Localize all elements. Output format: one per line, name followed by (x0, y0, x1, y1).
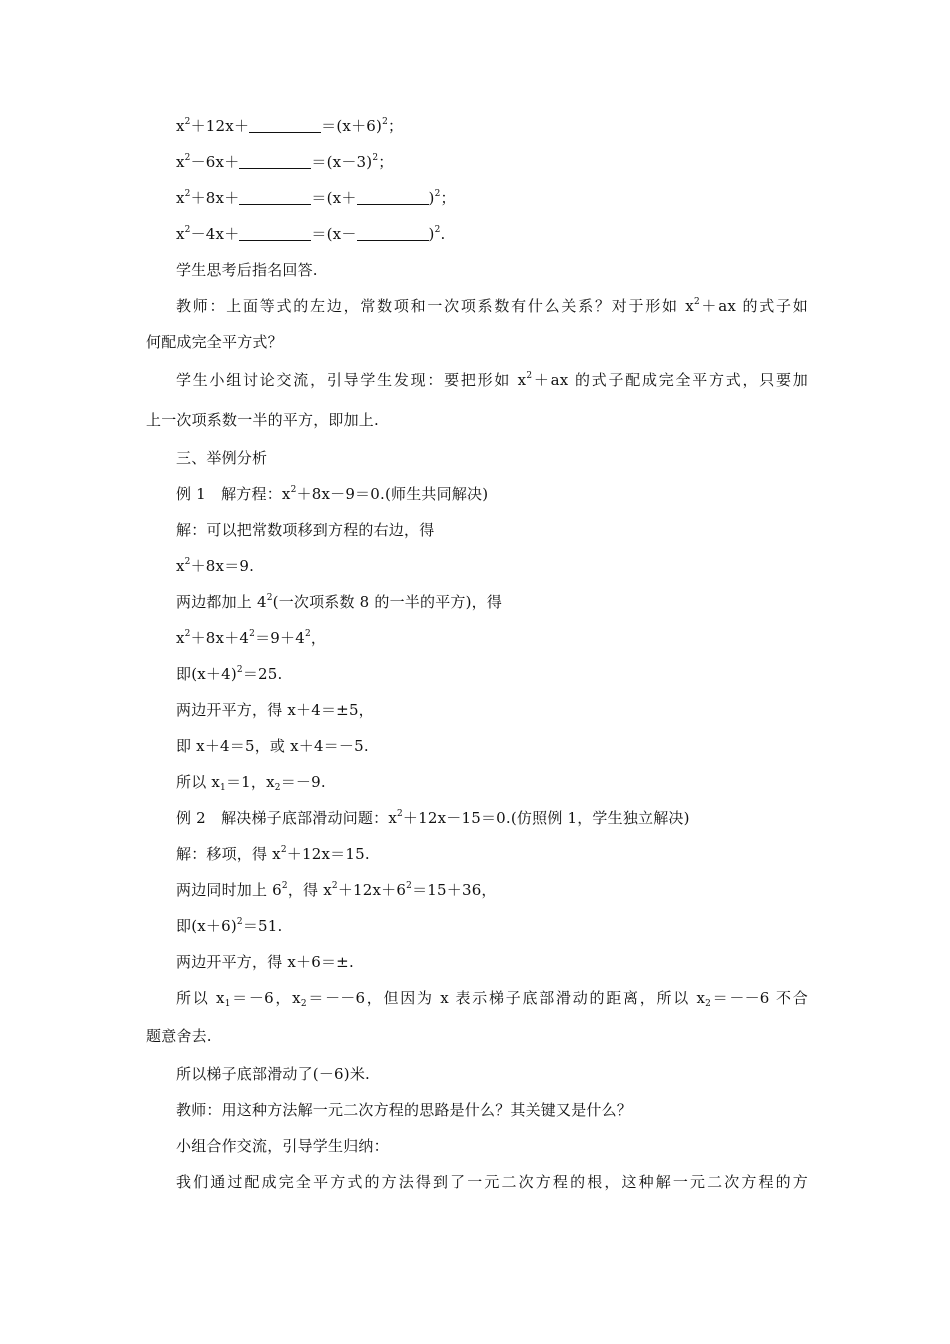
text-run: 教师：用这种方法解一元二次方程的思路是什么？其关键又是什么？ (176, 1101, 633, 1119)
text-line (176, 556, 254, 576)
superscript: 2 (406, 881, 413, 891)
text-line (146, 1026, 212, 1046)
text-line (176, 664, 283, 684)
text-run: 上一次项系数一半的平方，即加上. (146, 411, 379, 429)
text-run: 两边都加上 4 (176, 593, 267, 611)
superscript: 2 (434, 225, 441, 235)
superscript: 2 (184, 557, 191, 567)
text-run: ＝1，x (225, 773, 275, 791)
text-run: 题意舍去. (146, 1027, 212, 1045)
text-run: 教师：上面等式的左边，常数项和一次项系数有什么关系？对于形如 x (176, 297, 694, 315)
text-line (176, 1136, 389, 1156)
text-run: ＝15＋36， (412, 881, 497, 899)
text-run: ； (388, 117, 404, 135)
text-run: ＋12x－15＝0.(仿照例 1，学生独立解决) (402, 809, 690, 827)
text-line (176, 1100, 632, 1120)
superscript: 2 (184, 629, 191, 639)
text-run: . (440, 225, 446, 243)
text-line (176, 520, 434, 540)
superscript: 2 (693, 297, 700, 307)
text-line (176, 448, 267, 468)
subscript: 2 (705, 999, 712, 1009)
text-run: 即(x＋6) (176, 917, 237, 935)
superscript: 2 (382, 117, 389, 127)
text-run: ＋12x＋ (190, 117, 250, 135)
text-run: ； (378, 153, 394, 171)
text-run: 例 2 解决梯子底部滑动问题：x (176, 809, 397, 827)
text-run: ＋ax 的式子如 (699, 297, 808, 315)
text-run: x (176, 117, 185, 135)
text-run: 即(x＋4) (176, 665, 237, 683)
superscript: 2 (249, 629, 256, 639)
text-run: x (176, 225, 185, 243)
text-line (176, 1172, 808, 1192)
answer-blank (357, 226, 429, 241)
text-line (176, 592, 502, 612)
superscript: 2 (236, 917, 243, 927)
text-run: ＝－6，x (230, 989, 301, 1007)
text-line (176, 484, 488, 504)
text-line (176, 844, 370, 864)
text-run: ＋12x＝15. (286, 845, 370, 863)
text-run: ＝(x＋6) (321, 117, 383, 135)
text-run: ) (428, 225, 435, 243)
superscript: 2 (526, 371, 533, 381)
text-run: 两边开平方，得 x＋6＝±. (176, 953, 354, 971)
text-run: 小组合作交流，引导学生归纳： (176, 1137, 389, 1155)
text-run: ，得 x (287, 881, 332, 899)
superscript: 2 (331, 881, 338, 891)
text-line (176, 916, 283, 936)
superscript: 2 (184, 153, 191, 163)
superscript: 2 (280, 845, 287, 855)
text-line (176, 260, 318, 280)
superscript: 2 (266, 593, 273, 603)
text-line (176, 808, 690, 828)
text-line (176, 628, 326, 648)
text-run: ＝(x＋ (311, 189, 357, 207)
text-line (176, 952, 354, 972)
text-run: (一次项系数 8 的一半的平方)，得 (272, 593, 503, 611)
text-line (146, 332, 283, 352)
superscript: 2 (396, 809, 403, 819)
text-run: ＝(x－ (311, 225, 357, 243)
superscript: 2 (184, 189, 191, 199)
text-run: ＋8x＋ (190, 189, 240, 207)
answer-blank (239, 226, 311, 241)
text-run: ) (428, 189, 435, 207)
text-run: 解：移项，得 x (176, 845, 281, 863)
text-run: 解：可以把常数项移到方程的右边，得 (176, 521, 435, 539)
text-line (176, 296, 808, 316)
text-line (176, 700, 374, 720)
text-run: 学生小组讨论交流，引导学生发现：要把形如 x (176, 371, 527, 389)
subscript: 1 (224, 999, 231, 1009)
superscript: 2 (184, 117, 191, 127)
text-run: ＋8x＋4 (190, 629, 250, 647)
superscript: 2 (236, 665, 243, 675)
text-line (176, 988, 808, 1008)
subscript: 2 (274, 783, 281, 793)
text-line (176, 736, 369, 756)
text-run: ＋8x－9＝0.(师生共同解决) (296, 485, 489, 503)
text-run: 三、举例分析 (176, 449, 268, 467)
text-line (176, 116, 403, 136)
text-run: ＋8x＝9. (190, 557, 255, 575)
text-run: ＝－－6，但因为 x 表示梯子底部滑动的距离，所以 x (306, 989, 706, 1007)
text-run: x (176, 189, 185, 207)
text-run: ＝25. (242, 665, 283, 683)
text-run: 所以 x (176, 773, 221, 791)
text-run: ＝51. (242, 917, 283, 935)
text-line (176, 880, 497, 900)
text-run: 我们通过配成完全平方式的方法得到了一元二次方程的根，这种解一元二次方程的方 (176, 1173, 808, 1191)
answer-blank (239, 154, 311, 169)
answer-blank (249, 118, 321, 133)
text-run: x (176, 557, 185, 575)
text-run: 例 1 解方程：x (176, 485, 291, 503)
text-run: 两边同时加上 6 (176, 881, 282, 899)
text-line (176, 188, 456, 208)
text-run: ， (310, 629, 327, 647)
text-run: ＝(x－3) (311, 153, 373, 171)
superscript: 2 (372, 153, 379, 163)
text-run: ＋12x＋6 (337, 881, 407, 899)
subscript: 1 (220, 783, 226, 793)
superscript: 2 (184, 225, 191, 235)
text-run: x (176, 153, 185, 171)
subscript: 2 (300, 999, 307, 1009)
text-run: ； (440, 189, 456, 207)
text-line (176, 152, 393, 172)
text-line (176, 1064, 370, 1084)
superscript: 2 (281, 881, 288, 891)
text-line (176, 224, 446, 244)
text-line (146, 410, 379, 430)
text-run: 学生思考后指名回答. (176, 261, 318, 279)
text-run: 两边开平方，得 x＋4＝±5， (176, 701, 374, 719)
text-line (176, 370, 808, 390)
superscript: 2 (304, 629, 311, 639)
text-run: ＝－－6 不合 (711, 989, 809, 1007)
text-line (176, 772, 326, 792)
text-run: x (176, 629, 185, 647)
text-run: 所以 x (176, 989, 225, 1007)
answer-blank (357, 190, 429, 205)
text-run: ＝9＋4 (255, 629, 305, 647)
text-run: ＋ax 的式子配成完全平方式，只要加 (532, 371, 808, 389)
text-run: 所以梯子底部滑动了(－6)米. (176, 1065, 371, 1083)
superscript: 2 (290, 485, 297, 495)
text-run: ＝－9. (280, 773, 326, 791)
text-run: 即 x＋4＝5，或 x＋4＝－5. (176, 737, 369, 755)
superscript: 2 (434, 189, 441, 199)
text-run: －4x＋ (190, 225, 240, 243)
text-run: －6x＋ (190, 153, 240, 171)
text-run: 何配成完全平方式？ (146, 333, 283, 351)
answer-blank (239, 190, 311, 205)
